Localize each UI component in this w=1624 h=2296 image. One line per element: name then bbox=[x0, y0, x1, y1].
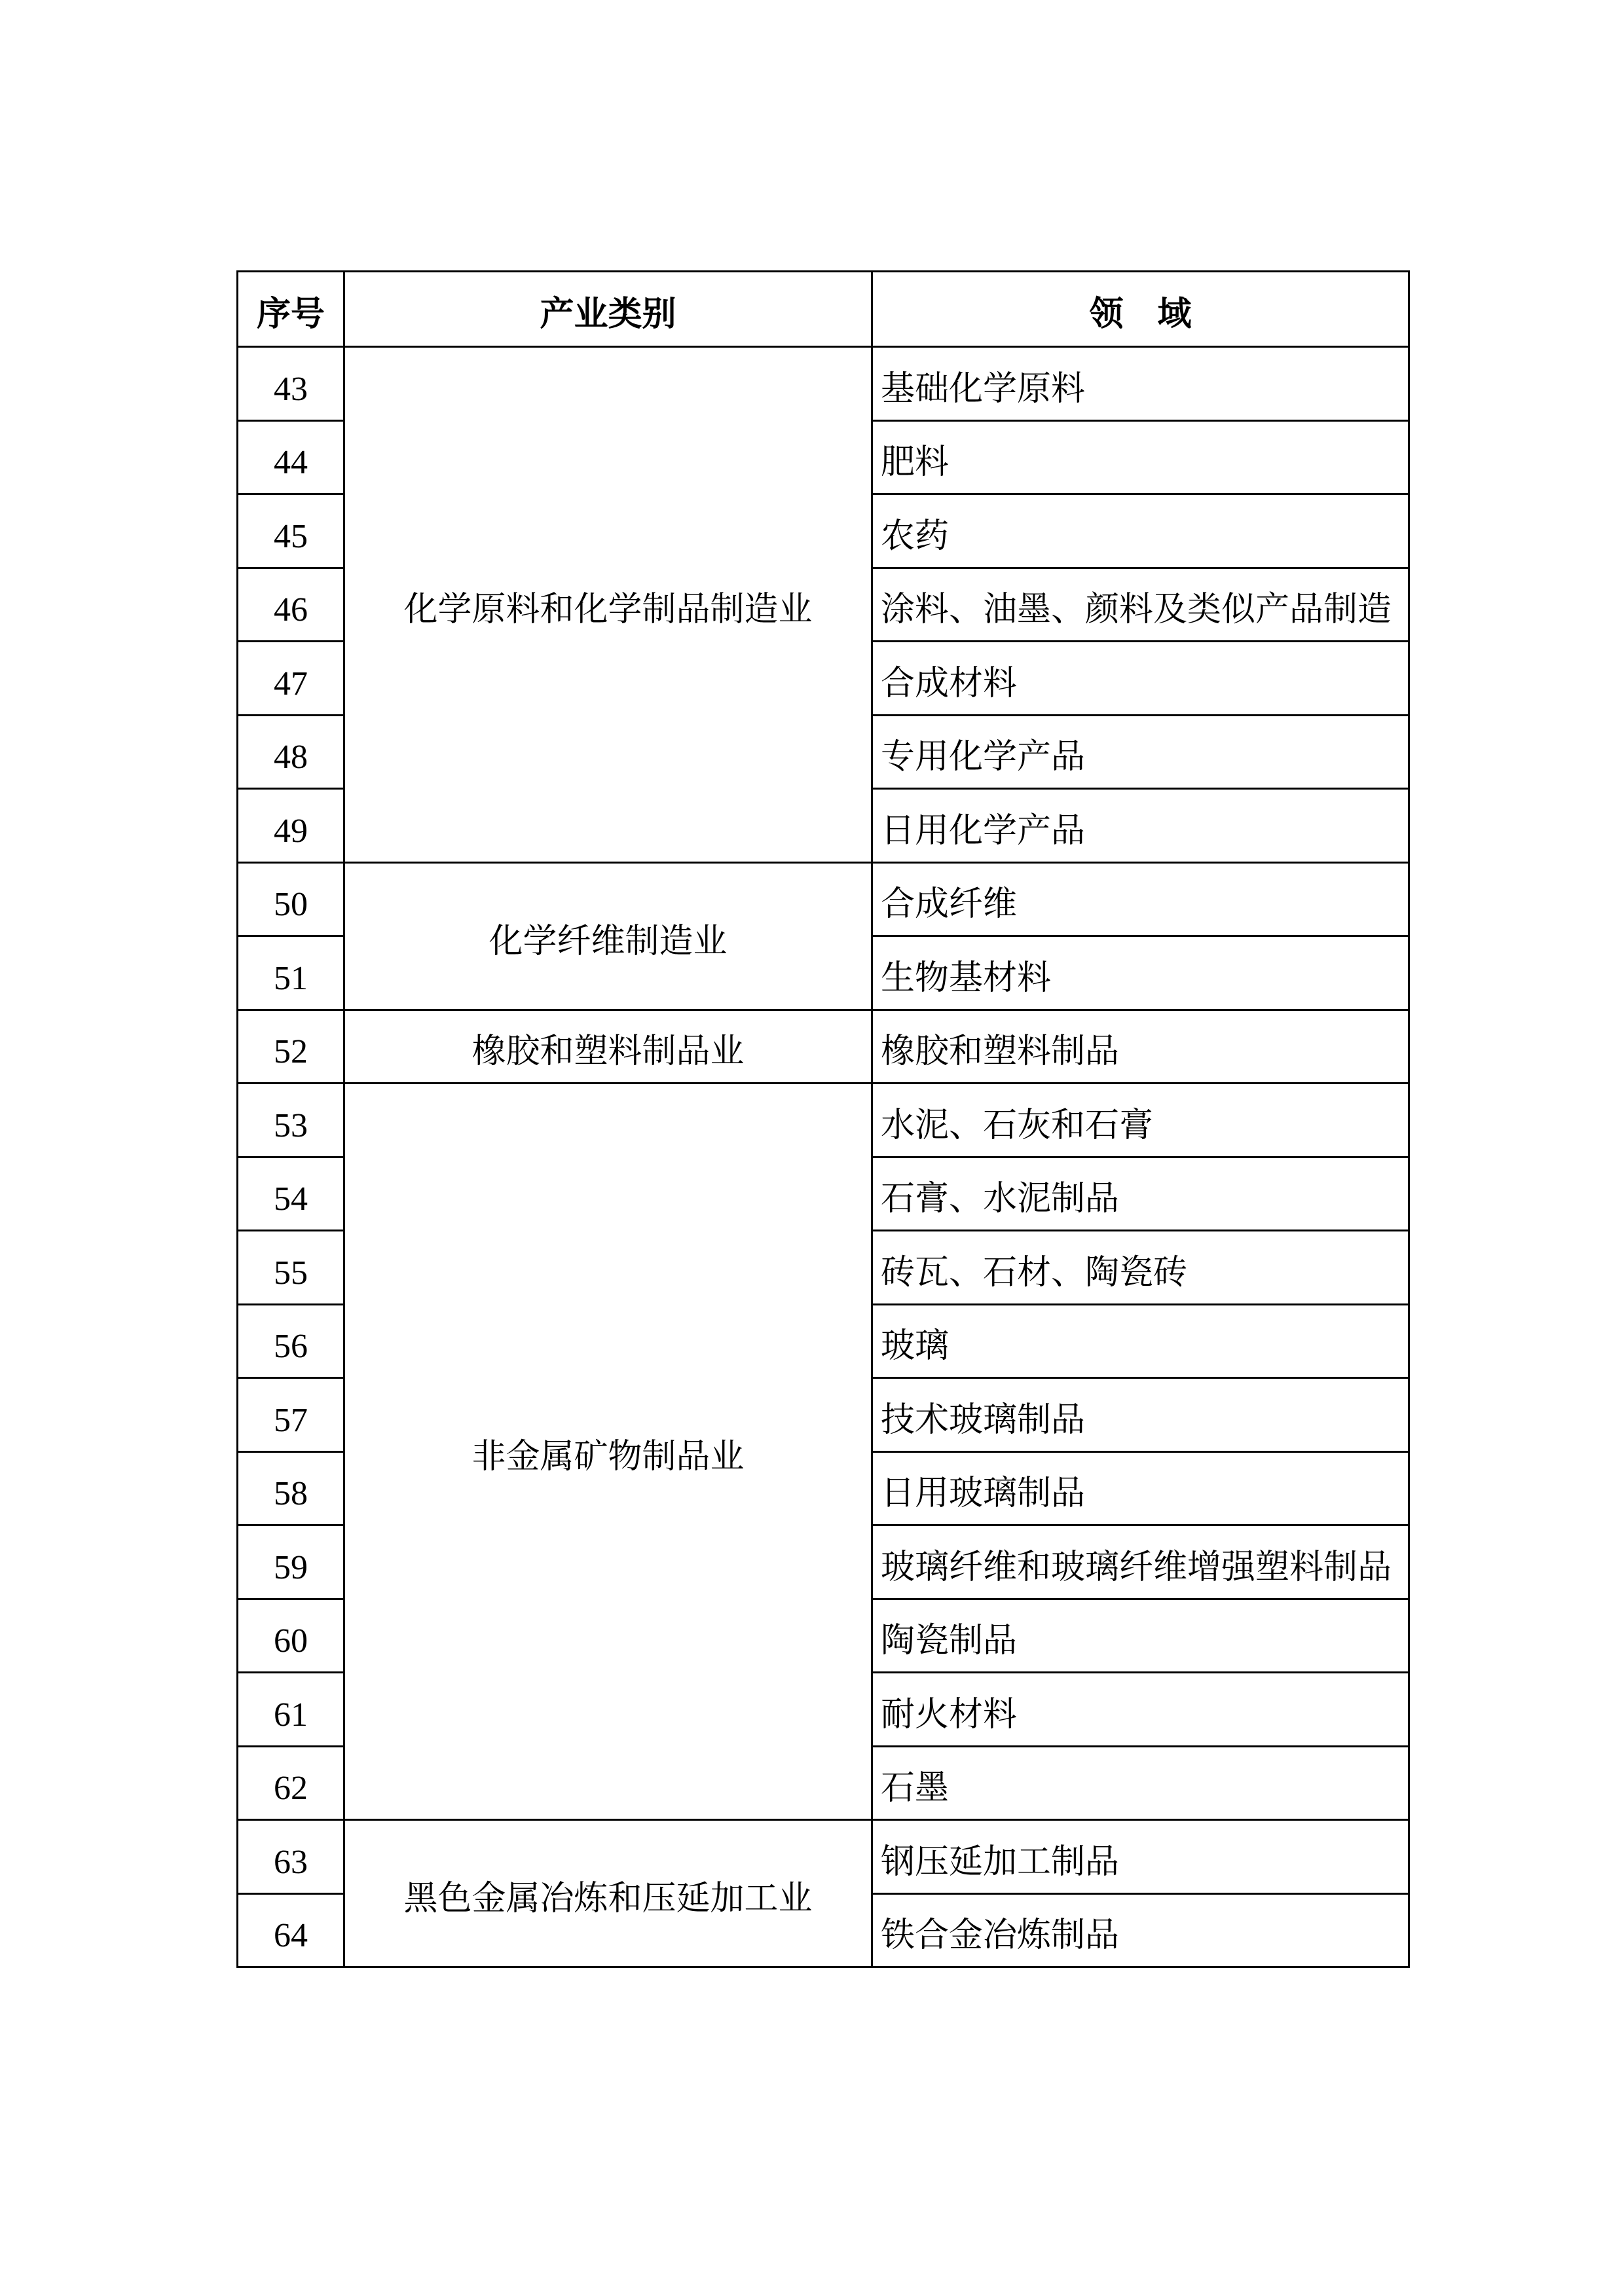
row-number-cell: 47 bbox=[238, 642, 344, 716]
field-cell: 农药 bbox=[872, 494, 1409, 568]
row-number-cell: 60 bbox=[238, 1599, 344, 1673]
row-number-cell: 53 bbox=[238, 1084, 344, 1157]
row-number-cell: 48 bbox=[238, 715, 344, 789]
field-cell: 技术玻璃制品 bbox=[872, 1378, 1409, 1452]
field-cell: 钢压延加工制品 bbox=[872, 1820, 1409, 1894]
field-cell: 铁合金冶炼制品 bbox=[872, 1893, 1409, 1967]
row-number-cell: 64 bbox=[238, 1893, 344, 1967]
table-row bbox=[238, 1010, 1409, 1084]
industry-category-cell: 化学原料和化学制品制造业 bbox=[344, 347, 872, 863]
field-cell: 玻璃 bbox=[872, 1304, 1409, 1378]
industry-category-cell: 黑色金属冶炼和压延加工业 bbox=[344, 1820, 872, 1967]
row-number-cell: 59 bbox=[238, 1525, 344, 1599]
row-number-cell: 45 bbox=[238, 494, 344, 568]
header-cell-category: 产业类别 bbox=[344, 272, 872, 347]
row-number-cell: 56 bbox=[238, 1304, 344, 1378]
row-number-cell: 55 bbox=[238, 1231, 344, 1305]
row-number-cell: 43 bbox=[238, 347, 344, 421]
row-number-cell: 49 bbox=[238, 789, 344, 863]
field-cell: 砖瓦、石材、陶瓷砖 bbox=[872, 1231, 1409, 1305]
field-cell: 水泥、石灰和石膏 bbox=[872, 1084, 1409, 1157]
table-row bbox=[238, 1084, 1409, 1157]
row-number-cell: 62 bbox=[238, 1746, 344, 1820]
field-cell: 肥料 bbox=[872, 420, 1409, 494]
row-number-cell: 46 bbox=[238, 568, 344, 642]
field-cell: 橡胶和塑料制品 bbox=[872, 1010, 1409, 1084]
field-cell: 基础化学原料 bbox=[872, 347, 1409, 421]
row-number-cell: 57 bbox=[238, 1378, 344, 1452]
field-cell: 合成材料 bbox=[872, 642, 1409, 716]
field-cell: 专用化学产品 bbox=[872, 715, 1409, 789]
field-cell: 石墨 bbox=[872, 1746, 1409, 1820]
table-row bbox=[238, 1820, 1409, 1894]
industry-category-cell: 非金属矿物制品业 bbox=[344, 1084, 872, 1820]
header-cell-field: 领 域 bbox=[872, 272, 1409, 347]
field-cell: 陶瓷制品 bbox=[872, 1599, 1409, 1673]
field-cell: 生物基材料 bbox=[872, 936, 1409, 1010]
row-number-cell: 44 bbox=[238, 420, 344, 494]
field-cell: 耐火材料 bbox=[872, 1673, 1409, 1747]
industry-category-table bbox=[236, 270, 1410, 1968]
table-row bbox=[238, 347, 1409, 421]
table-body bbox=[238, 347, 1409, 1967]
field-cell: 涂料、油墨、颜料及类似产品制造 bbox=[872, 568, 1409, 642]
field-cell: 石膏、水泥制品 bbox=[872, 1157, 1409, 1231]
table-row bbox=[238, 862, 1409, 936]
row-number-cell: 54 bbox=[238, 1157, 344, 1231]
row-number-cell: 58 bbox=[238, 1451, 344, 1525]
row-number-cell: 52 bbox=[238, 1010, 344, 1084]
row-number-cell: 61 bbox=[238, 1673, 344, 1747]
row-number-cell: 63 bbox=[238, 1820, 344, 1894]
field-cell: 合成纤维 bbox=[872, 862, 1409, 936]
row-number-cell: 51 bbox=[238, 936, 344, 1010]
industry-category-cell: 橡胶和塑料制品业 bbox=[344, 1010, 872, 1084]
field-cell: 玻璃纤维和玻璃纤维增强塑料制品 bbox=[872, 1525, 1409, 1599]
header-cell-no: 序号 bbox=[238, 272, 344, 347]
field-cell: 日用玻璃制品 bbox=[872, 1451, 1409, 1525]
header-row bbox=[238, 272, 1409, 347]
industry-category-cell: 化学纤维制造业 bbox=[344, 862, 872, 1010]
field-cell: 日用化学产品 bbox=[872, 789, 1409, 863]
row-number-cell: 50 bbox=[238, 862, 344, 936]
